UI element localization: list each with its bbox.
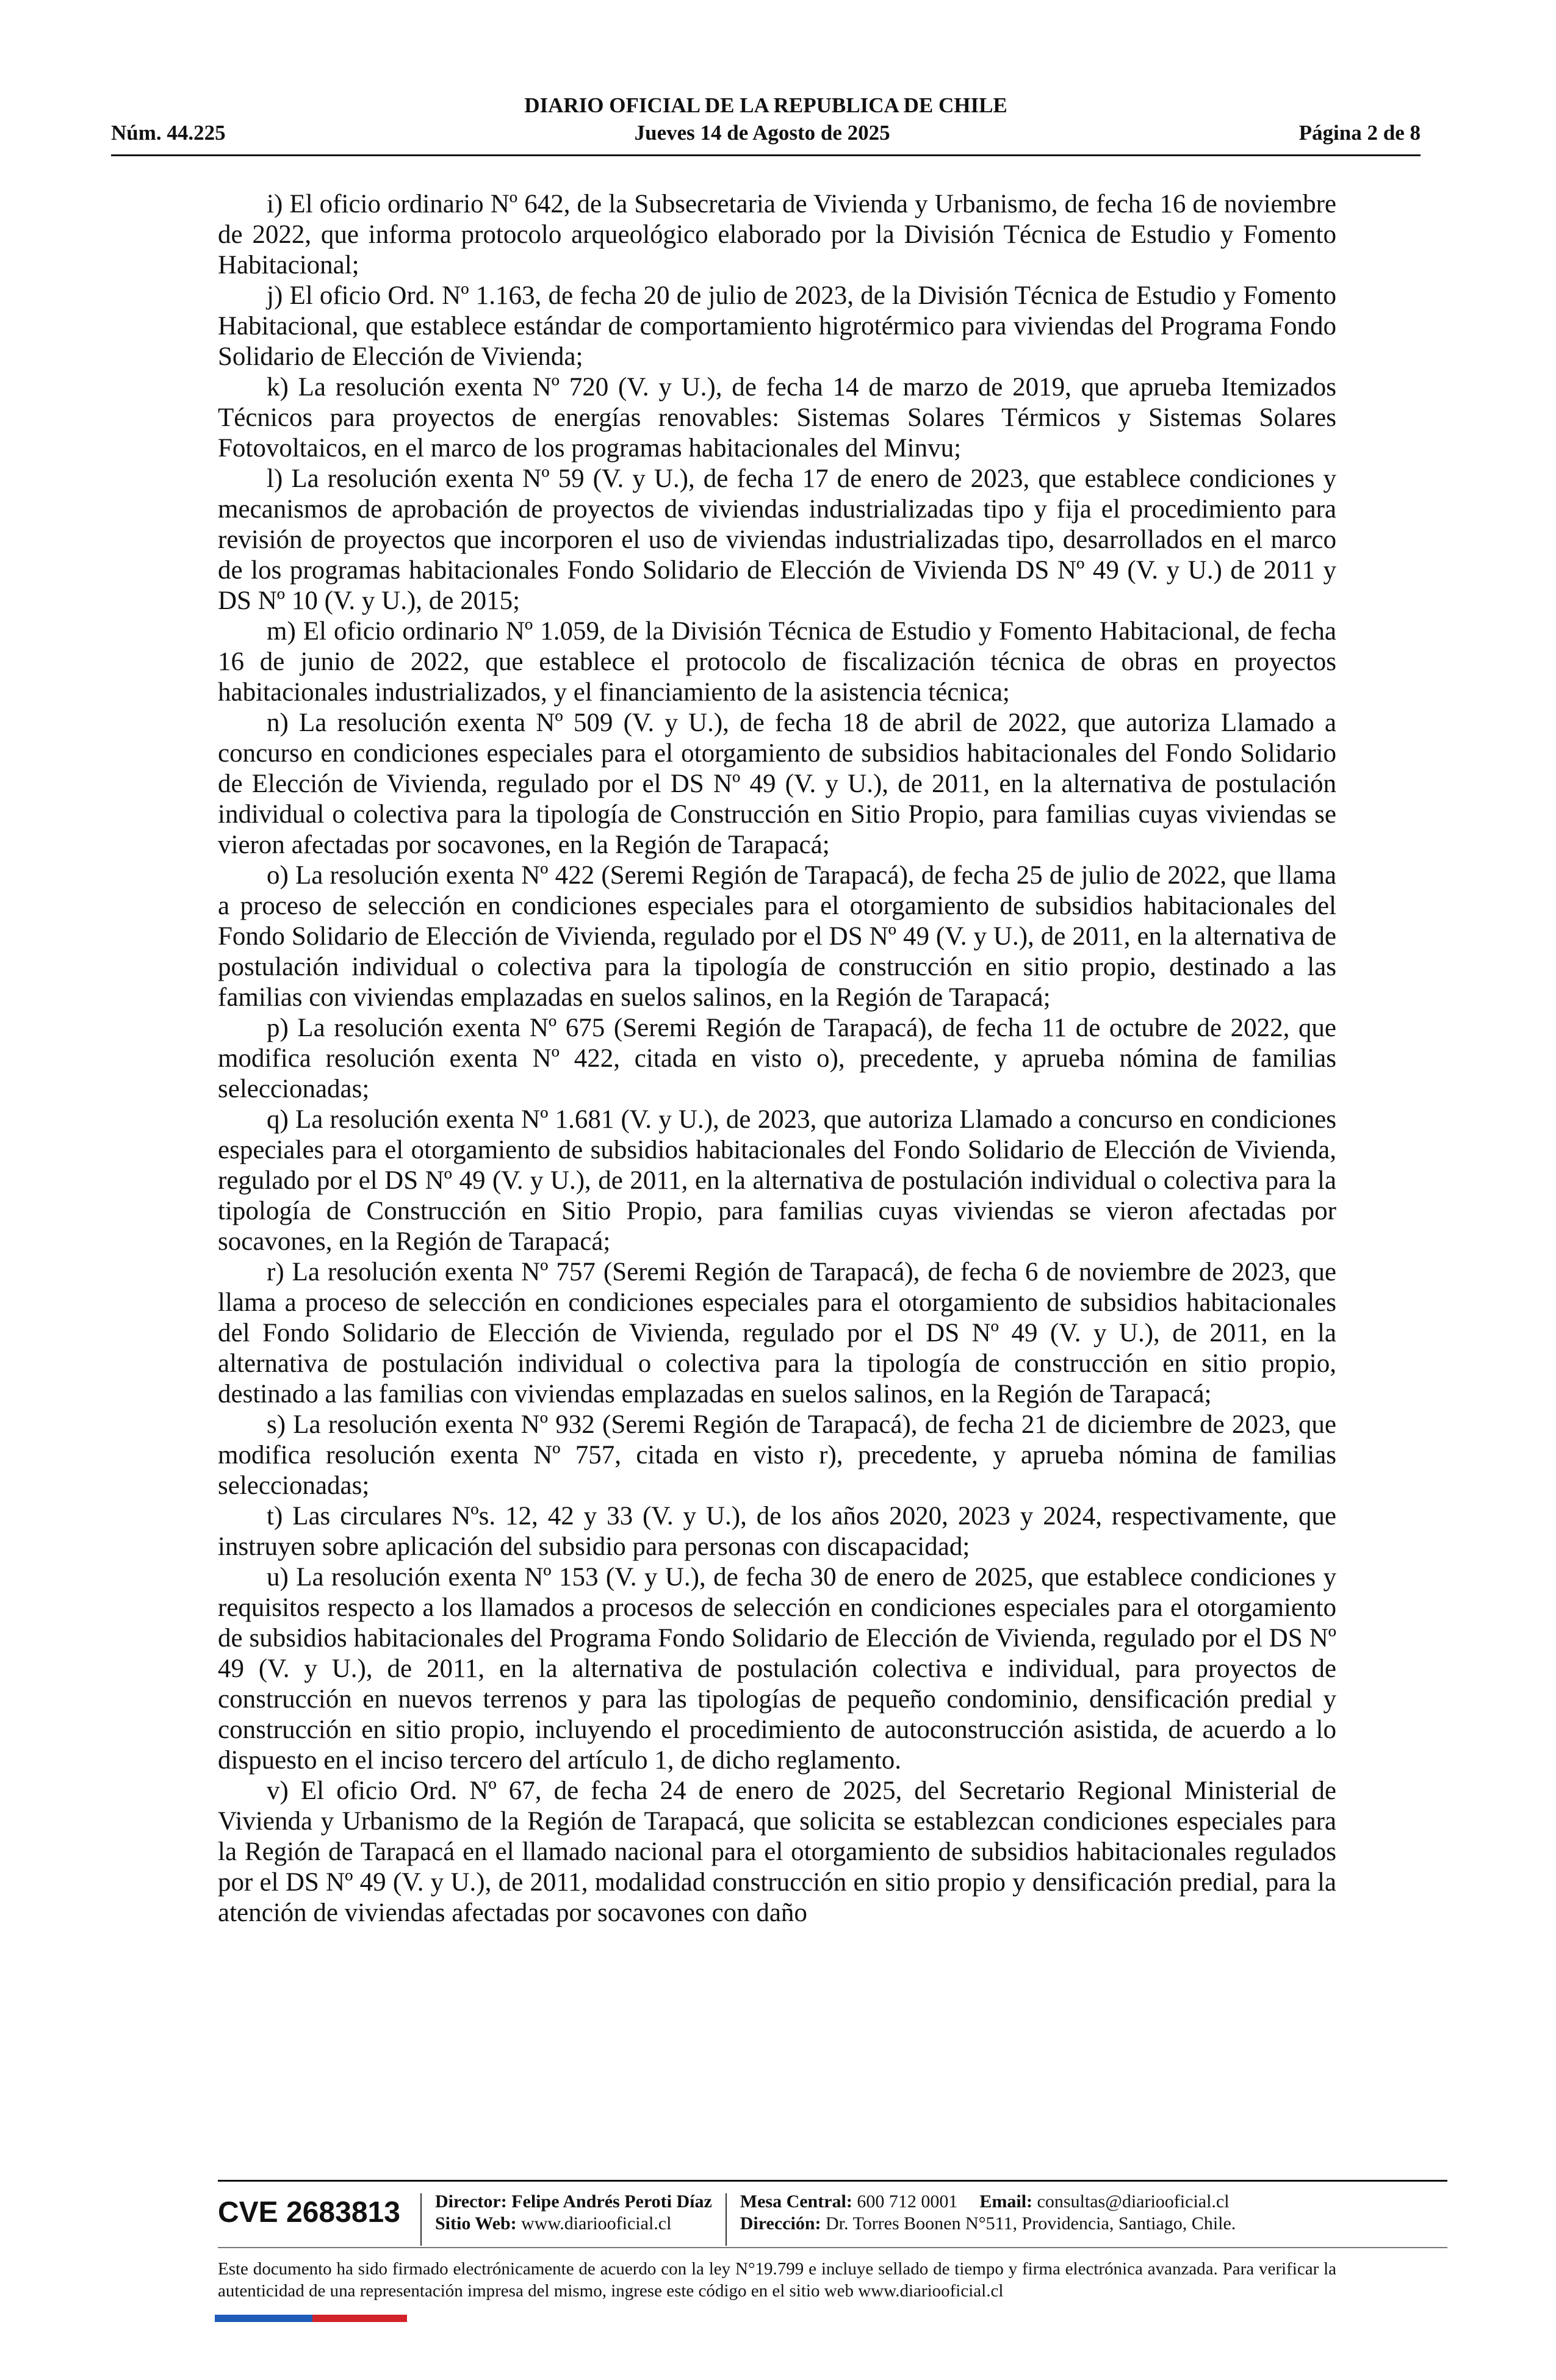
document-body (218, 189, 1336, 1928)
footer-separator (726, 2193, 727, 2246)
paragraph: o) La resolución exenta Nº 422 (Seremi Región de Tarapacá), de fecha 25 de julio de 2022, que llama a proceso de selección en condiciones especiales para el otorgamiento de subsidios habitacionales del Fondo Solidario de Elección de Vivienda, regulado por el DS Nº 49 (V. y U.), de 2011, en la alternativa de postulación individual o colectiva para la tipología de construcción en sitio propio, destinado a las familias con viviendas emplazadas en suelos salinos, en la Región de Tarapacá; (218, 861, 1336, 1012)
director-name: Felipe Andrés Peroti Díaz (511, 2191, 712, 2212)
footer-director-block (435, 2191, 712, 2235)
site-label: Sitio Web: (435, 2213, 517, 2234)
email-link[interactable]: consultas@diariooficial.cl (1037, 2191, 1230, 2212)
page-header (111, 92, 1421, 146)
mesa-phone: 600 712 0001 (857, 2191, 958, 2212)
footer-divider (218, 2180, 1447, 2182)
paragraph: s) La resolución exenta Nº 932 (Seremi Región de Tarapacá), de fecha 21 de diciembre de 2023, que modifica resolución exenta Nº 757, citada en visto r), precedente, y aprueba nómina de familias seleccionadas; (218, 1410, 1336, 1500)
paragraph: i) El oficio ordinario Nº 642, de la Subsecretaria de Vivienda y Urbanismo, de fecha 16 de noviembre de 2022, que informa protocolo arqueológico elaborado por la División Técnica de Estudio y Fomento Habitacional; (218, 190, 1336, 279)
legal-notice: Este documento ha sido firmado electrónicamente de acuerdo con la ley N°19.799 e incluye sellado de tiempo y firma electrónica avanzada. Para verificar la autenticidad de una representación impresa del mismo, ingrese este código en el sitio web www.diariooficial.cl (218, 2259, 1336, 2301)
header-meta-row (111, 119, 1421, 146)
paragraph: p) La resolución exenta Nº 675 (Seremi Región de Tarapacá), de fecha 11 de octubre de 2022, que modifica resolución exenta Nº 422, citada en visto o), precedente, y aprueba nómina de familias seleccionadas; (218, 1014, 1336, 1103)
address-label: Dirección: (740, 2213, 821, 2234)
paragraph: r) La resolución exenta Nº 757 (Seremi Región de Tarapacá), de fecha 6 de noviembre de 2023, que llama a proceso de selección en condiciones especiales para el otorgamiento de subsidios habitacionales del Fondo Solidario de Elección de Vivienda, regulado por el DS Nº 49 (V. y U.), de 2011, en la alternativa de postulación individual o colectiva para la tipología de construcción en sitio propio, destinado a las familias con viviendas emplazadas en suelos salinos, en la Región de Tarapacá; (218, 1258, 1336, 1408)
director-label: Director: (435, 2191, 507, 2212)
flag-stripe-blue (215, 2315, 312, 2322)
address-value: Dr. Torres Boonen N°511, Providencia, Santiago, Chile. (826, 2213, 1236, 2234)
mesa-label: Mesa Central: (740, 2191, 852, 2212)
email-label: Email: (979, 2191, 1033, 2212)
paragraph: v) El oficio Ord. Nº 67, de fecha 24 de enero de 2025, del Secretario Regional Ministerial de Vivienda y Urbanismo de la Región de Tarapacá, que solicita se establezcan condiciones especiales para la Región de Tarapacá en el llamado nacional para el otorgamiento de subsidios habitacionales regulados por el DS Nº 49 (V. y U.), de 2011, modalidad construcción en sitio propio y densificación predial, para la atención de viviendas afectadas por socavones con daño (218, 1776, 1336, 1927)
page-indicator: Página 2 de 8 (1298, 121, 1421, 145)
journal-title: DIARIO OFICIAL DE LA REPUBLICA DE CHILE (524, 93, 1007, 117)
header-divider (111, 154, 1421, 156)
flag-stripe-red (312, 2315, 407, 2322)
site-link[interactable]: www.diariooficial.cl (521, 2213, 672, 2234)
footer-divider-thin (218, 2247, 1447, 2248)
cve-code: CVE 2683813 (218, 2196, 400, 2229)
paragraph: k) La resolución exenta Nº 720 (V. y U.), de fecha 14 de marzo de 2019, que aprueba Itemizados Técnicos para proyectos de energías renovables: Sistemas Solares Térmicos y Sistemas Solares Fotovoltaicos, en el marco de los programas habitacionales del Minvu; (218, 373, 1336, 463)
paragraph: j) El oficio Ord. Nº 1.163, de fecha 20 de julio de 2023, de la División Técnica de Estudio y Fomento Habitacional, que establece estándar de comportamiento higrotérmico para viviendas del Programa Fondo Solidario de Elección de Vivienda; (218, 281, 1336, 371)
paragraph: t) Las circulares Nºs. 12, 42 y 33 (V. y U.), de los años 2020, 2023 y 2024, respectivamente, que instruyen sobre aplicación del subsidio para personas con discapacidad; (218, 1502, 1336, 1561)
issue-number: Núm. 44.225 (111, 121, 226, 145)
paragraph: n) La resolución exenta Nº 509 (V. y U.), de fecha 18 de abril de 2022, que autoriza Llamado a concurso en condiciones especiales para el otorgamiento de subsidios habitacionales del Fondo Solidario de Elección de Vivienda, regulado por el DS Nº 49 (V. y U.), de 2011, en la alternativa de postulación individual o colectiva para la tipología de Construcción en Sitio Propio, para familias cuyas viviendas se vieron afectadas por socavones, en la Región de Tarapacá; (218, 709, 1336, 859)
paragraph: u) La resolución exenta Nº 153 (V. y U.), de fecha 30 de enero de 2025, que establece condiciones y requisitos respecto a los llamados a procesos de selección en condiciones especiales para el otorgamiento de subsidios habitacionales del Programa Fondo Solidario de Elección de Vivienda, regulado por el DS Nº 49 (V. y U.), de 2011, en la alternativa de postulación colectiva e individual, para proyectos de construcción en nuevos terrenos y para las tipologías de pequeño condominio, densificación predial y construcción en sitio propio, incluyendo el procedimiento de autoconstrucción asistida, de acuerdo a lo dispuesto en el inciso tercero del artículo 1, de dicho reglamento. (218, 1563, 1336, 1775)
paragraph: q) La resolución exenta Nº 1.681 (V. y U.), de 2023, que autoriza Llamado a concurso en condiciones especiales para el otorgamiento de subsidios habitacionales del Fondo Solidario de Elección de Vivienda, regulado por el DS Nº 49 (V. y U.), de 2011, en la alternativa de postulación individual o colectiva para la tipología de Construcción en Sitio Propio, para familias cuyas viviendas se vieron afectadas por socavones, en la Región de Tarapacá; (218, 1105, 1336, 1256)
issue-date: Jueves 14 de Agosto de 2025 (634, 121, 890, 145)
paragraph: l) La resolución exenta Nº 59 (V. y U.), de fecha 17 de enero de 2023, que establece condiciones y mecanismos de aprobación de proyectos de viviendas industrializadas tipo y fija el procedimiento para revisión de proyectos que incorporen el uso de viviendas industrializadas tipo, desarrollados en el marco de los programas habitacionales Fondo Solidario de Elección de Vivienda DS Nº 49 (V. y U.) de 2011 y DS Nº 10 (V. y U.), de 2015; (218, 464, 1336, 615)
footer-separator (420, 2193, 422, 2246)
paragraph: m) El oficio ordinario Nº 1.059, de la División Técnica de Estudio y Fomento Habitacional, de fecha 16 de junio de 2022, que establece el protocolo de fiscalización técnica de obras en proyectos habitacionales industrializados, y el financiamiento de la asistencia técnica; (218, 617, 1336, 707)
footer-contact-block (740, 2191, 1236, 2235)
